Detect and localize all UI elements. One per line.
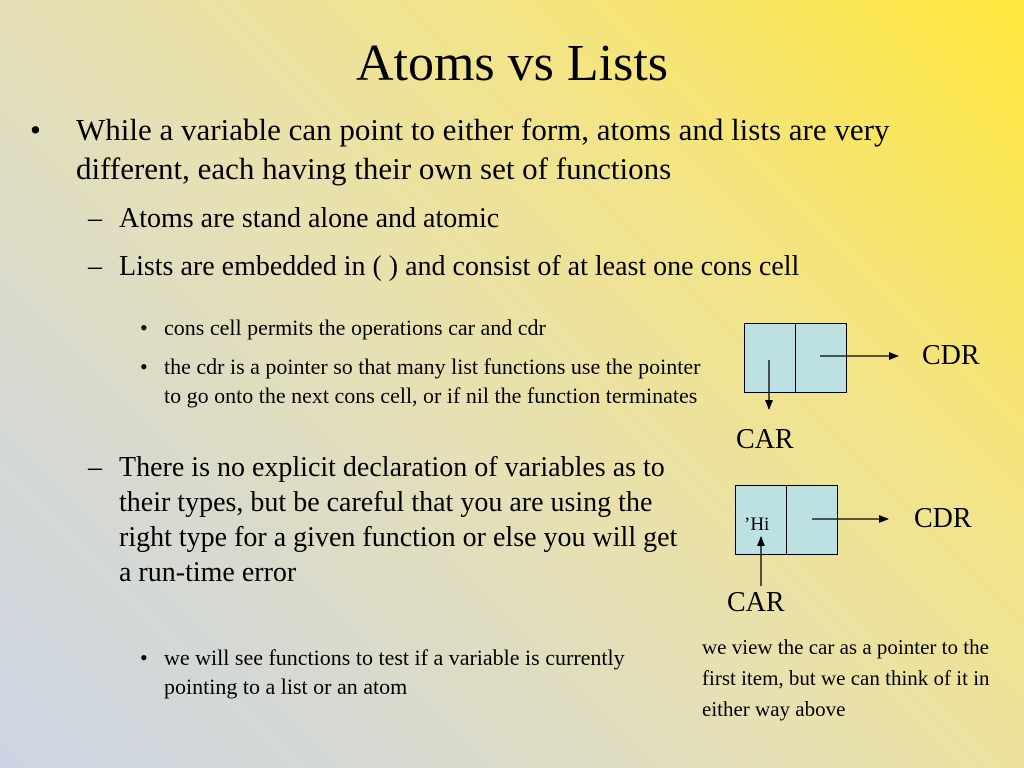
sub-bullet-text: Lists are embedded in ( ) and consist of at least one cons cell: [119, 251, 800, 282]
bullet-marker: •: [30, 112, 41, 147]
dash-marker: –: [88, 203, 102, 234]
main-bullet-text: While a variable can point to either form, atoms and lists are very different, each having their own set of functions: [76, 112, 890, 186]
car-label-bottom: CAR: [727, 587, 785, 618]
diagram-caption: we view the car as a pointer to the first item, but we can think of it in either way above: [702, 635, 990, 721]
cdr-label-top: CDR: [922, 340, 980, 371]
sub-bullet-text: Atoms are stand alone and atomic: [119, 203, 500, 234]
bullet-marker: •: [140, 645, 148, 670]
type-bullet-text: we will see functions to test if a variable is currently pointing to a list or an atom: [164, 645, 625, 699]
sub-bullet-text: There is no explicit declaration of variables as to their types, but be careful that you are using the right type for a given function or else you will get a run-time error: [119, 452, 678, 588]
cons-bullet-text: the cdr is a pointer so that many list functions use the pointer to go onto the next cons cell, or if nil the function terminates: [164, 354, 701, 408]
car-value: ’Hi: [744, 514, 770, 535]
dash-marker: –: [88, 452, 102, 483]
bullet-marker: •: [140, 315, 148, 340]
cdr-label-bottom: CDR: [914, 503, 972, 534]
slide-title: Atoms vs Lists: [355, 35, 669, 92]
cons-bullet-text: cons cell permits the operations car and cdr: [164, 315, 546, 340]
bullet-marker: •: [140, 354, 148, 379]
dash-marker: –: [88, 251, 102, 282]
car-label-top: CAR: [736, 424, 794, 455]
